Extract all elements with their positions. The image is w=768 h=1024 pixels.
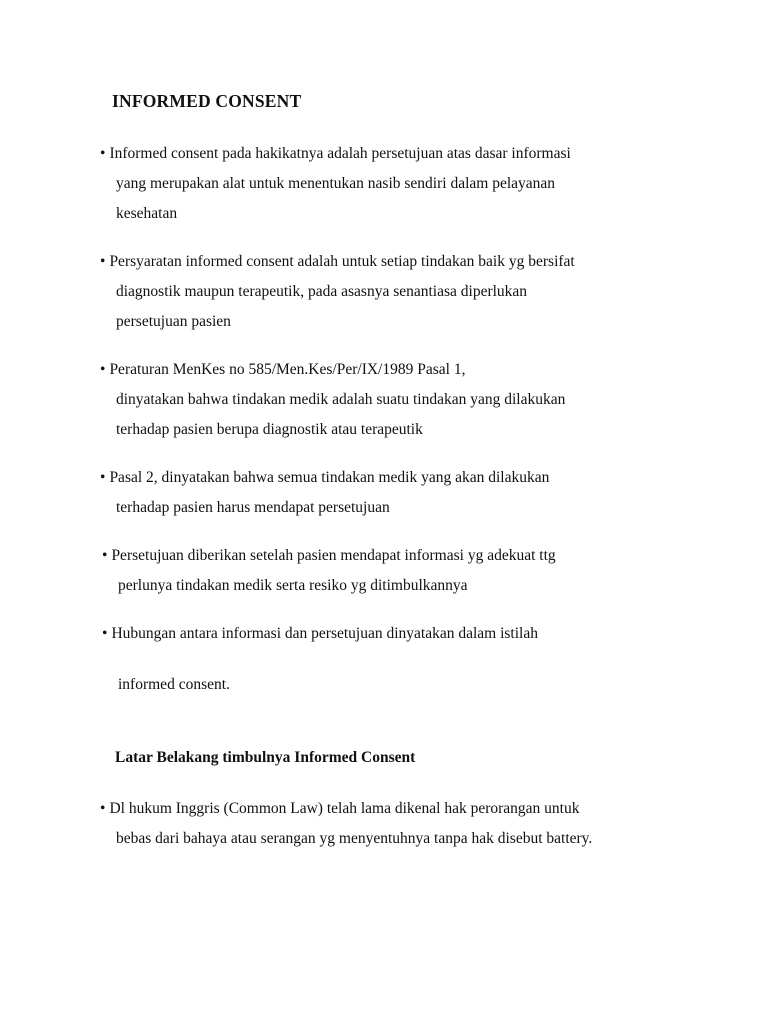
bullet-line: persetujuan pasien [116,313,231,330]
bullet-item [100,355,565,445]
bullet-item [100,463,549,523]
bullet-line: dinyatakan bahwa tindakan medik adalah suatu tindakan yang dilakukan [116,391,566,408]
section-heading: Latar Belakang timbulnya Informed Consent [115,749,416,766]
bullet-glyph: • [100,253,106,270]
bullet-glyph: • [102,625,108,642]
bullet-item [102,619,538,700]
bullet-glyph: • [102,547,108,564]
bullet-glyph: • [100,800,106,817]
bullet-line [100,794,592,824]
bullet-line: informed consent. [118,676,230,693]
bullet-line: bebas dari bahaya atau serangan yg menyentuhnya tanpa hak disebut battery. [116,830,593,847]
bullet-line [100,463,549,493]
page-title: INFORMED CONSENT [112,91,302,111]
bullet-line [100,247,575,277]
bullet-glyph: • [100,361,106,378]
bullet-text: Informed consent pada hakikatnya adalah persetujuan atas dasar informasi [109,145,571,162]
bullet-line [100,139,571,169]
bullet-line: perlunya tindakan medik serta resiko yg ditimbulkannya [118,577,468,594]
bullet-text: Persetujuan diberikan setelah pasien mendapat informasi yg adekuat ttg [111,547,556,564]
bullet-line: yang merupakan alat untuk menentukan nasib sendiri dalam pelayanan [116,175,556,192]
bullet-item [100,139,571,229]
bullet-text: Persyaratan informed consent adalah untuk setiap tindakan baik yg bersifat [109,253,575,270]
bullet-text: Pasal 2, dinyatakan bahwa semua tindakan medik yang akan dilakukan [109,469,550,486]
bullet-text: Dl hukum Inggris (Common Law) telah lama dikenal hak perorangan untuk [109,800,580,817]
bullet-glyph: • [100,145,106,162]
bullet-line: kesehatan [116,205,178,222]
bullet-line: diagnostik maupun terapeutik, pada asasnya senantiasa diperlukan [116,283,528,300]
bullet-line [102,619,538,649]
bullet-item [100,247,575,337]
bullet-glyph: • [100,469,106,486]
bullet-line: terhadap pasien berupa diagnostik atau terapeutik [116,421,423,438]
bullet-text: Peraturan MenKes no 585/Men.Kes/Per/IX/1989 Pasal 1, [109,361,466,378]
bullet-text: Hubungan antara informasi dan persetujuan dinyatakan dalam istilah [111,625,538,642]
bullet-item [102,541,556,601]
bullet-line [102,541,556,571]
bullet-line [100,355,565,385]
bullet-item [100,794,592,854]
bullet-line: terhadap pasien harus mendapat persetujuan [116,499,390,516]
